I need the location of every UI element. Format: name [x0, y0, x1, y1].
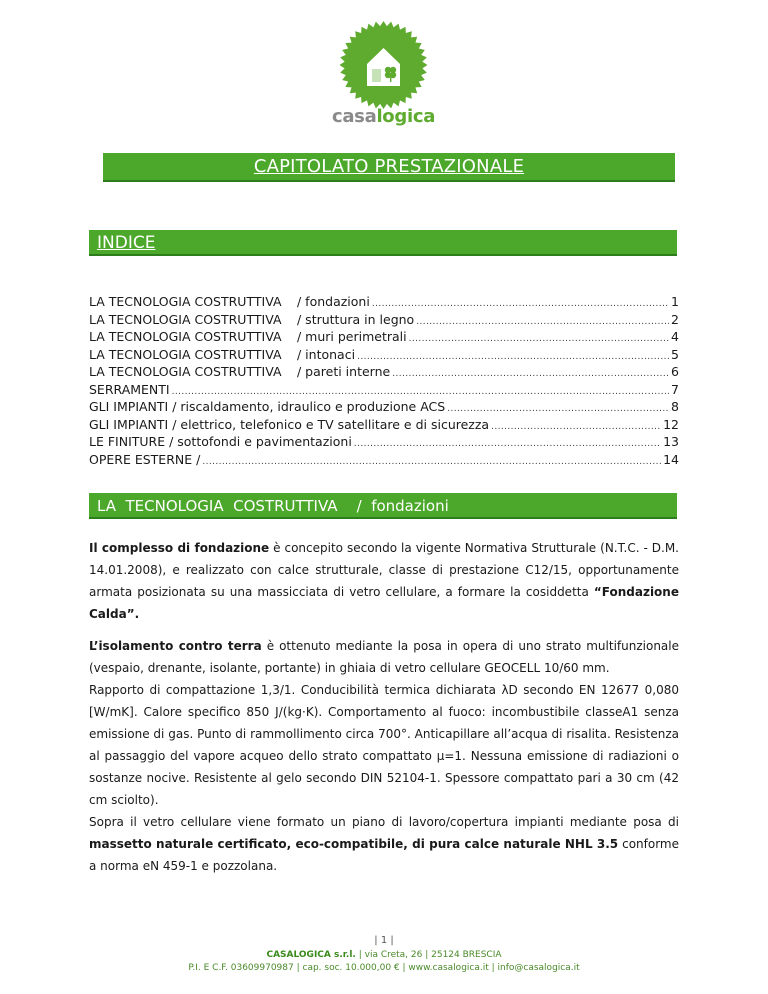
- toc-entry[interactable]: [89, 399, 679, 417]
- toc-entry[interactable]: [89, 329, 679, 347]
- index-heading: INDICE: [89, 230, 677, 256]
- toc-entry-title: OPERE ESTERNE /: [89, 451, 201, 467]
- paragraph-fondazione: Il complesso di fondazione è concepito secondo la vigente Normativa Strutturale (N.T.C. - D.M. 14.01.2008), e realizzato con calce strutturale, classe di prestazione C12/15, opportunamente armata posizionata su una massicciata di vetro cellulare, a formare la cosiddetta “Fondazione Calda”.: [89, 541, 679, 621]
- toc-entry-title: [89, 347, 355, 362]
- toc-entry-title: [89, 312, 414, 327]
- paragraph-isolamento: L’isolamento contro terra è ottenuto mediante la posa in opera di uno strato multifunzionale (vespaio, drenante, isolante, portante) in ghiaia di vetro cellulare GEOCELL 10/60 mm.: [89, 639, 679, 675]
- toc-entry-title: LE FINITURE / sottofondi e pavimentazioni: [89, 434, 352, 449]
- toc-leader-dots: [416, 317, 669, 327]
- paragraph-specifiche: Rapporto di compattazione 1,3/1. Conducibilità termica dichiarata λD secondo EN 12677 0,080 [W/mK]. Calore specifico 850 J/(kg·K). Comportamento al fuoco: incombustibile classeA1 senza emissione di gas. Punto di rammollimento circa 700°. Anticapillare all’acqua di risalita. Resistenza al passaggio del vapore acqueo dello strato compattato μ=1. Nessuna emissione di radiazioni o sostanze nocive. Resistente al gelo secondo DIN 52104-1. Spessore compattato pari a 30 cm (42 cm sciolto).: [89, 683, 679, 807]
- logo-seal-icon: [336, 20, 431, 110]
- toc-page-number: 12: [663, 416, 679, 432]
- toc-entry-chapter: LA TECNOLOGIA COSTRUTTIVA: [89, 364, 282, 379]
- toc-entry-title: [89, 294, 370, 309]
- toc-entry[interactable]: [89, 364, 679, 382]
- toc-entry[interactable]: [89, 417, 679, 435]
- toc-page-number: 13: [663, 434, 679, 449]
- toc-entry-subtitle: / fondazioni: [297, 294, 370, 309]
- toc-page-number: 2: [671, 311, 679, 327]
- toc-page-number: 14: [663, 451, 679, 467]
- toc-leader-dots: [354, 439, 661, 449]
- footer-legal-line: P.I. E C.F. 03609970987 | cap. soc. 10.000,00 € | www.casalogica.it | info@casalogica.it: [188, 963, 580, 973]
- company-logo: [331, 20, 436, 130]
- toc-leader-dots: [409, 334, 669, 344]
- toc-leader-dots: [372, 299, 669, 309]
- toc-page-number: 7: [671, 381, 679, 397]
- table-of-contents: [89, 294, 679, 469]
- page-number: | 1 |: [374, 935, 394, 946]
- logo-wordmark: casalogica: [331, 106, 436, 127]
- toc-entry-chapter: LA TECNOLOGIA COSTRUTTIVA: [89, 329, 282, 344]
- toc-entry-subtitle: / intonaci: [297, 346, 356, 362]
- toc-entry-title: GLI IMPIANTI / riscaldamento, idraulico e produzione ACS: [89, 399, 446, 414]
- toc-entry-title: GLI IMPIANTI / elettrico, telefonico e TV satellitare e di sicurezza: [89, 416, 490, 432]
- toc-entry-chapter: LA TECNOLOGIA COSTRUTTIVA: [89, 311, 282, 327]
- toc-entry-subtitle: / pareti interne: [297, 364, 391, 379]
- toc-entry-title: [89, 364, 390, 379]
- toc-entry-title: [89, 329, 407, 344]
- toc-entry[interactable]: [89, 312, 679, 330]
- toc-entry[interactable]: [89, 382, 679, 400]
- section-heading: LA TECNOLOGIA COSTRUTTIVA / fondazioni: [89, 493, 677, 519]
- toc-entry-title: SERRAMENTI: [89, 381, 170, 397]
- toc-leader-dots: [491, 422, 661, 432]
- document-title: CAPITOLATO PRESTAZIONALE: [103, 153, 675, 182]
- toc-leader-dots: [172, 387, 669, 397]
- toc-entry[interactable]: [89, 294, 679, 312]
- toc-page-number: 6: [671, 364, 679, 379]
- toc-leader-dots: [357, 352, 669, 362]
- toc-page-number: 8: [671, 399, 679, 414]
- toc-leader-dots: [392, 369, 669, 379]
- toc-entry-chapter: LA TECNOLOGIA COSTRUTTIVA: [89, 294, 282, 309]
- paragraph-massetto: Sopra il vetro cellulare viene formato un piano di lavoro/copertura impianti mediante posa di massetto naturale certificato, eco-compatibile, di pura calce naturale NHL 3.5 conforme a norma eN 459-1 e pozzolana.: [89, 815, 680, 873]
- toc-entry[interactable]: [89, 347, 679, 365]
- toc-page-number: 1: [671, 294, 679, 309]
- toc-page-number: 5: [671, 346, 679, 362]
- toc-leader-dots: [202, 457, 661, 467]
- toc-leader-dots: [447, 404, 669, 414]
- toc-entry[interactable]: [89, 434, 679, 452]
- toc-page-number: 4: [671, 329, 679, 344]
- footer-company-line: CASALOGICA s.r.l. | via Creta, 26 | 25124 BRESCIA: [266, 950, 502, 960]
- toc-entry-subtitle: / struttura in legno: [297, 311, 415, 327]
- toc-entry[interactable]: [89, 452, 679, 470]
- section-body: [89, 537, 679, 877]
- toc-entry-chapter: LA TECNOLOGIA COSTRUTTIVA: [89, 346, 282, 362]
- toc-entry-subtitle: / muri perimetrali: [297, 329, 407, 344]
